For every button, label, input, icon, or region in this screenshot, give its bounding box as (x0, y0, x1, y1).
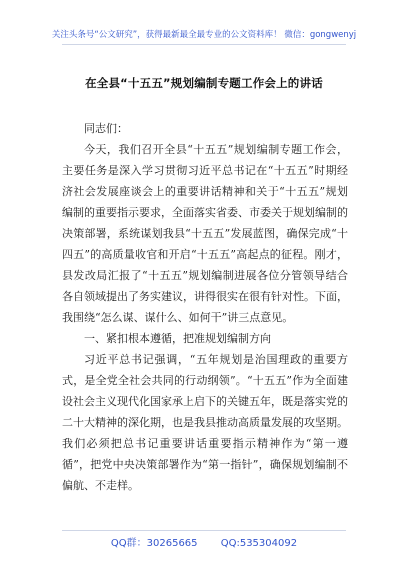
document-title: 在全县“十五五”规划编制专题工作会上的讲话 (85, 76, 323, 90)
salutation: 同志们： (84, 122, 128, 135)
section-heading: 一、紧扣根本遵循，把准规划编制方向 (84, 332, 271, 345)
header-promo-text: 关注头条号“公文研究”，获得最新最全最专业的公文资料库！ 微信：gongwenyj (51, 30, 357, 40)
qq-group-number: QQ群：30265665 (110, 538, 198, 549)
header-divider (62, 44, 346, 45)
footer-contact (0, 534, 408, 549)
qq-number: QQ:535304092 (220, 538, 298, 549)
document-body (62, 118, 348, 496)
section-paragraph: 习近平总书记强调，“五年规划是治国理政的重要方式，是全党全社会共同的行动纲领”。“十五五”作为全面建设社会主义现代化国家承上启下的关键五年，既是落实党的二十大精神的深化期，也是我县推动高质量发展的攻坚期。我们必须把总书记重要讲话重要指示精神作为“第一遵循”，把党中央决策部署作为“第一指针”，确保规划编制不偏航、不走样。 (62, 353, 348, 492)
footer-divider (62, 530, 346, 531)
intro-paragraph: 今天，我们召开全县“十五五”规划编制专题工作会，主要任务是深入学习贯彻习近平总书记在“十五五”时期经济社会发展座谈会上的重要讲话精神和关于“十五五”规划编制的重要指示要求，全面落实省委、市委关于规划编制的决策部署，系统谋划我县“十五五”发展蓝图，确保完成“十四五”的高质量收官和开启“十五五”高起点的征程。刚才，县发改局汇报了“十五五”规划编制进展各位分管领导结合各自领域提出了务实建议，讲得很实在很有针对性。下面，我围绕“怎么谋、谋什么、如何干”讲三点意见。 (62, 143, 348, 324)
